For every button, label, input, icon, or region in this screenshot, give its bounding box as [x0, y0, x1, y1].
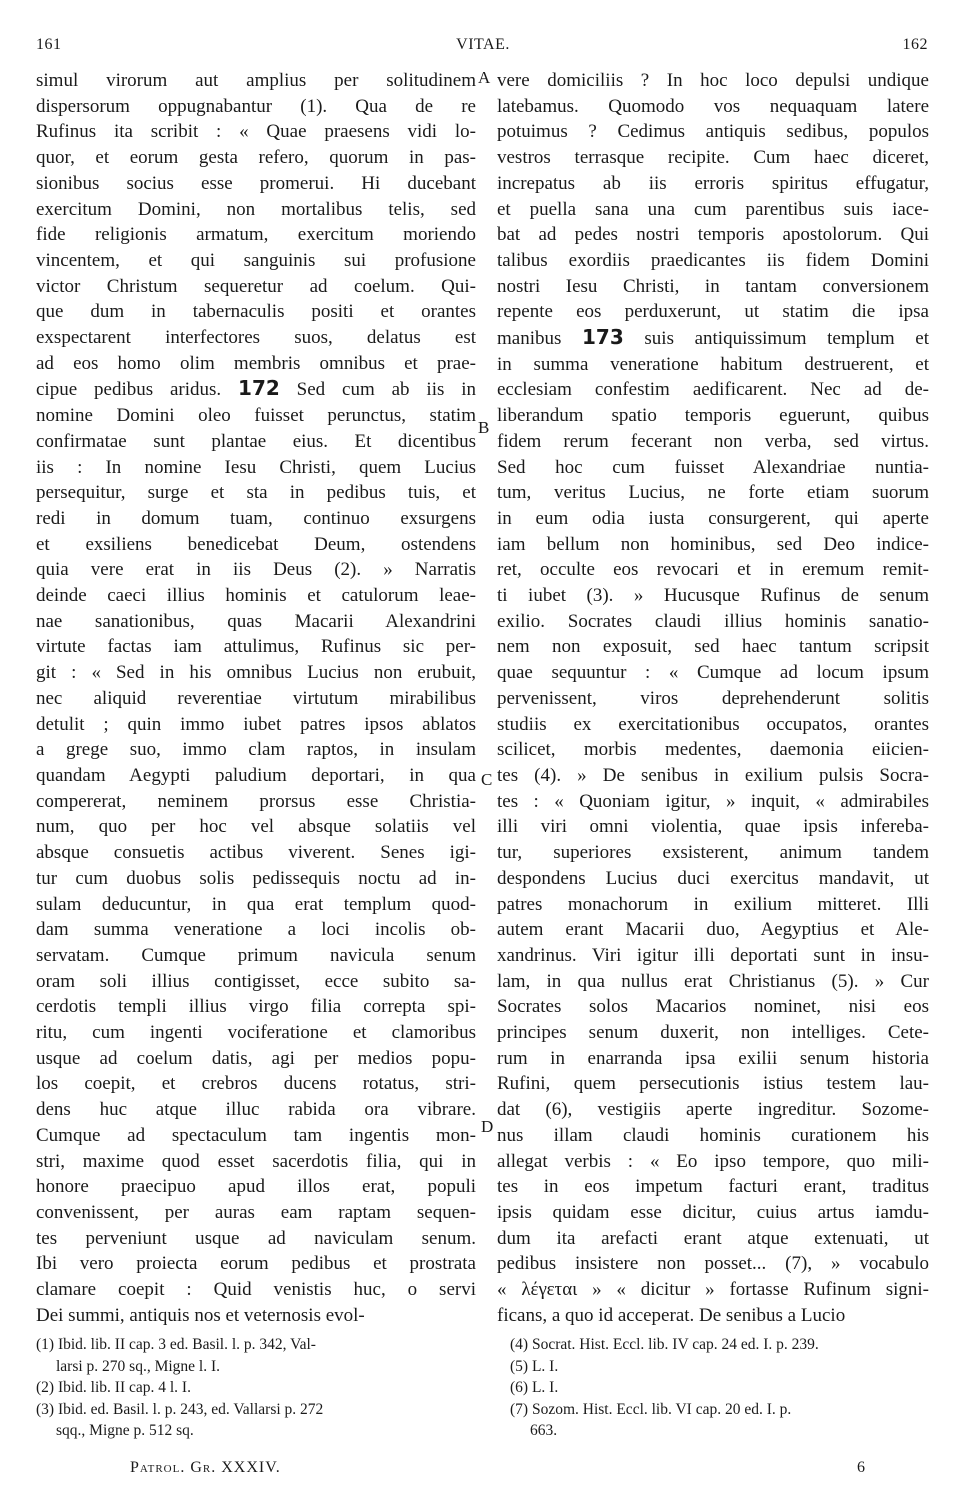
text-line: nomine Domini oleo fuisset perunctus, statim: [36, 405, 476, 427]
text-line: stri, maxime quod esset sacerdotis filia, qui in: [36, 1150, 476, 1172]
text-line: compererat, neminem prorsus esse Christia-: [36, 790, 476, 812]
text-line: dum ita arefacti erant atque extenuati, ut: [497, 1227, 929, 1249]
text-line: ficans, a quo id acceperat. De senibus a Lucio: [497, 1304, 846, 1326]
text-line: in eum odia iusta consurgerent, qui aperte: [497, 507, 929, 529]
text-line: quor, et eorum gesta refero, quorum in pas-: [36, 147, 476, 169]
footnote: [510, 1356, 940, 1378]
text-line: quae sequuntur : « Cumque ad locum ipsum: [497, 662, 929, 684]
text-line: bat ad pedes nostri temporis apostolorum. Qui: [497, 224, 929, 246]
text-segment: Sed cum ab iis in: [296, 379, 476, 401]
footnote: [36, 1334, 486, 1377]
text-line: tes (4). » De senibus in exilium pulsis Socra-: [497, 764, 929, 786]
text-line: num, quo per hoc vel absque solatiis vel: [36, 816, 476, 838]
margin-marker-a: A: [478, 68, 491, 87]
text-line: tur, superiores exsisterent, animum tandem: [497, 842, 929, 864]
text-line: pervenissent, viros deprehenderunt solitis: [497, 687, 929, 709]
text-line: exercitum Domini, non mortalibus telis, sed: [36, 198, 476, 220]
text-line: repente eos perduxerunt, ut statim die ipsa: [497, 301, 929, 323]
text-line: latebamus. Quomodo vos nequaquam latere: [497, 95, 929, 117]
text-line: clamare coepit : Quid venistis huc, o servi: [36, 1279, 476, 1301]
text-line: a grege suo, immo clam raptos, in insulam: [36, 739, 476, 761]
text-line: Rufinus ita scribit : « Quae praesens vidi lo-: [36, 121, 476, 143]
text-line: ritu, cum ingenti vociferatione et clamoribus: [36, 1022, 476, 1044]
text-line: rum in enarranda ipsa exilii senum historia: [497, 1047, 929, 1069]
margin-marker-b: B: [478, 418, 490, 437]
text-line: et exsiliens benedicebat Deum, ostendens: [36, 533, 476, 555]
text-line: fidem rerum fecerant non verba, sed virtus.: [497, 430, 929, 452]
text-line: nem non exposuit, sed haec tantum scripsit: [497, 636, 929, 658]
text-line: simul virorum aut amplius per solitudinem: [36, 70, 476, 91]
text-line: que dum in tabernaculis positi et orantes: [36, 301, 476, 323]
text-line: studiis ex exercitationibus occupatos, orantes: [497, 713, 929, 735]
text-line: pedibus insistere non posset... (7), » vocabulo: [497, 1253, 929, 1275]
text-line: ad eos homo olim membris omnibus et prae-: [36, 352, 476, 374]
footnote-continuation: sqq., Migne p. 512 sq.: [56, 1422, 194, 1439]
text-line: dens huc atque illuc rabida ora vibrare.: [36, 1099, 476, 1121]
text-line: nus illam claudi hominis curationem his: [497, 1124, 929, 1146]
text-line: sulam deducuntur, in qua erat templum quod-: [36, 893, 476, 915]
text-line: victor Christum sequeretur ad coelum. Qui-: [36, 275, 476, 297]
running-title: VITAE.: [456, 36, 510, 53]
text-line: Sed hoc cum fuisset Alexandriae nuntia-: [497, 456, 929, 478]
text-line: ret, occulte eos revocari et in eremum remit-: [497, 559, 929, 581]
right-page-number: 162: [902, 36, 928, 53]
footnote: [510, 1377, 940, 1399]
text-line: Rufini, quem persecutionis istius testem lau-: [497, 1073, 929, 1095]
text-line: vestros terrasque recipite. Cum haec diceret,: [497, 147, 929, 169]
text-line: et puella sana una cum parentibus suis iace-: [497, 198, 929, 220]
text-line: illi viri omni violentia, quae ipsis infereba-: [497, 816, 929, 838]
text-line: in summa veneratione habitum destruerent, et: [497, 353, 929, 375]
footnote: [36, 1399, 486, 1442]
text-line: usque ad coelum datis, agi per medios popu-: [36, 1047, 476, 1069]
text-segment: cipue pedibus aridus.: [36, 379, 222, 401]
text-line: [497, 325, 929, 352]
text-line: quandam Aegypti paludium deportari, in qua: [36, 764, 476, 786]
text-line: « λέγεται » « dicitur » fortasse Rufinum signi-: [497, 1279, 929, 1301]
text-line: increpatus ab iis erroris spiritus effugatur,: [497, 172, 929, 194]
right-column: [497, 68, 929, 1328]
footnote-text: (2) Ibid. lib. II cap. 4 l. I.: [36, 1379, 191, 1396]
margin-marker-c: C: [481, 770, 493, 789]
left-page-number: 161: [36, 36, 62, 53]
text-line: tur cum duobus solis pedissequis noctu ad in-: [36, 867, 476, 889]
text-line: confirmatae sunt plantae eius. Et dicentibus: [36, 430, 476, 452]
text-line: xandrinus. Viri igitur illi deportati sunt in insu-: [497, 944, 929, 966]
text-line: scilicet, morbis medentes, daemonia eiicien-: [497, 739, 929, 761]
footnote-text: (5) L. I.: [510, 1357, 559, 1375]
footnote: [36, 1377, 486, 1399]
footnote-text: (4) Socrat. Hist. Eccl. lib. IV cap. 24 ed. I. p. 239.: [510, 1336, 819, 1353]
text-line: iam bellum non hominibus, sed Deo indice-: [497, 533, 929, 555]
text-line: honore praecipuo apud illos erat, populi: [36, 1176, 476, 1198]
text-line: [36, 376, 476, 403]
text-line: cerdotis templi illius virgo filia correpta spi-: [36, 996, 476, 1018]
text-line: exilio. Socrates claudi illius hominis sanatio-: [497, 610, 929, 632]
text-segment: suis antiquissimum templum et: [644, 328, 929, 350]
footnote-text: (1) Ibid. lib. II cap. 3 ed. Basil. l. p. 342, Val-: [36, 1336, 316, 1353]
margin-marker-d: D: [481, 1117, 494, 1136]
text-line: Ibi vero proiecta eorum pedibus et prostrata: [36, 1253, 476, 1275]
text-line: vere domiciliis ? In hoc loco depulsi undique: [497, 70, 929, 91]
text-line: persequitur, surge et sta in pedibus tuis, et: [36, 482, 476, 504]
text-line: ipsis quidam esse dicitur, cuius artus iamdu-: [497, 1201, 929, 1223]
footnote: [510, 1399, 940, 1442]
text-line: tum, veritus Lucius, ne forte etiam suorum: [497, 482, 929, 504]
text-line: redi in domum tuam, continuo exsurgens: [36, 507, 476, 529]
column-number-marker: 173: [582, 325, 624, 350]
footer-signature: 6: [857, 1459, 866, 1476]
footnote: [510, 1334, 940, 1356]
footnote-text: (7) Sozom. Hist. Eccl. lib. VI cap. 20 ed. I. p.: [510, 1400, 792, 1418]
text-line: dispersorum oppugnabantur (1). Qua de re: [36, 95, 476, 117]
text-line: fide religionis armatum, exercitum moriendo: [36, 224, 476, 246]
left-column: [36, 68, 476, 1328]
text-line: potuimus ? Cedimus antiquis sedibus, populos: [497, 121, 929, 143]
text-line: exspectarent interfectores suos, delatus est: [36, 327, 476, 349]
footer-series: Patrol. Gr. XXXIV.: [130, 1459, 281, 1476]
text-line: convenissent, per auras eam raptam sequen-: [36, 1201, 476, 1223]
text-line: nostri Iesu Christi, in tantam conversionem: [497, 275, 929, 297]
text-line: Cumque ad spectaculum tam ingentis mon-: [36, 1124, 476, 1146]
footnote-continuation: larsi p. 270 sq., Migne l. I.: [56, 1357, 221, 1375]
text-line: ecclesiam confestim aedificarent. Nec ad de-: [497, 379, 929, 401]
text-line: virtute factas iam attulimus, Rufinus sic per-: [36, 636, 476, 658]
text-line: lam, in qua nullus erat Christianus (5). » Cur: [497, 970, 929, 992]
text-line: nae sanationibus, quas Macarii Alexandrini: [36, 610, 476, 632]
text-line: liberandum spatio temporis eguerunt, quibus: [497, 405, 929, 427]
text-line: quia vere erat in iis Deus (2). » Narratis: [36, 559, 476, 581]
footnotes-right: [510, 1334, 940, 1442]
text-line: los coepit, et crebros ducens rotatus, stri-: [36, 1073, 476, 1095]
text-line: sionibus socius esse promerui. Hi ducebant: [36, 172, 476, 194]
text-line: despondens Lucius duci exercitus mandavit, ut: [497, 867, 929, 889]
text-line: autem erant Macarii duo, Aegyptius et Ale-: [497, 919, 929, 941]
text-line: detulit ; quin immo iubet patres ipsos ablatos: [36, 713, 476, 735]
text-line: vincentem, et qui sanguinis sui profusione: [36, 249, 476, 271]
text-line: tes perveniunt usque ad naviculam senum.: [36, 1227, 476, 1249]
text-line: git : « Sed in his omnibus Lucius non erubuit,: [36, 662, 476, 684]
text-line: tes in eos impetum facturi erant, traditus: [497, 1176, 929, 1198]
text-line: dat (6), vestigiis aperte ingreditur. Sozome-: [497, 1099, 929, 1121]
text-line: ti iubet (3). » Hucusque Rufinus de senum: [497, 585, 929, 607]
text-line: nec aliquid reverentiae virtutum mirabilibus: [36, 687, 476, 709]
footnotes-left: [36, 1334, 486, 1442]
text-line: oram soli illius contigisset, ecce subito sa-: [36, 970, 476, 992]
text-segment: manibus: [497, 328, 562, 350]
text-line: tes : « Quoniam igitur, » inquit, « admirabiles: [497, 790, 929, 812]
footnote-text: (3) Ibid. ed. Basil. l. p. 243, ed. Vallarsi p. 272: [36, 1400, 324, 1418]
text-line: talibus exordiis praedicantes iis fidem Domini: [497, 249, 929, 271]
column-number-marker: 172: [238, 376, 280, 401]
text-line: dam summa veneratione a loci incolis ob-: [36, 919, 476, 941]
text-line: Socrates solos Macarios nominet, nisi eos: [497, 996, 929, 1018]
text-line: Dei summi, antiquis nos et veternosis evol-: [36, 1304, 365, 1326]
text-line: iis : In nomine Iesu Christi, quem Lucius: [36, 456, 476, 478]
footnote-text: (6) L. I.: [510, 1379, 559, 1396]
text-line: allegat verbis : « Eo ipso tempore, quo mili-: [497, 1150, 929, 1172]
text-line: patres monachorum in exilium mitteret. Illi: [497, 893, 929, 915]
footnote-continuation: 663.: [530, 1422, 558, 1439]
text-line: absque consuetis actibus viverent. Senes igi-: [36, 842, 476, 864]
text-line: principes senum duxerit, non intelliges. Cete-: [497, 1022, 929, 1044]
text-line: deinde caeci illius hominis et catulorum leae-: [36, 585, 476, 607]
text-line: servatam. Cumque primum navicula senum: [36, 944, 476, 966]
